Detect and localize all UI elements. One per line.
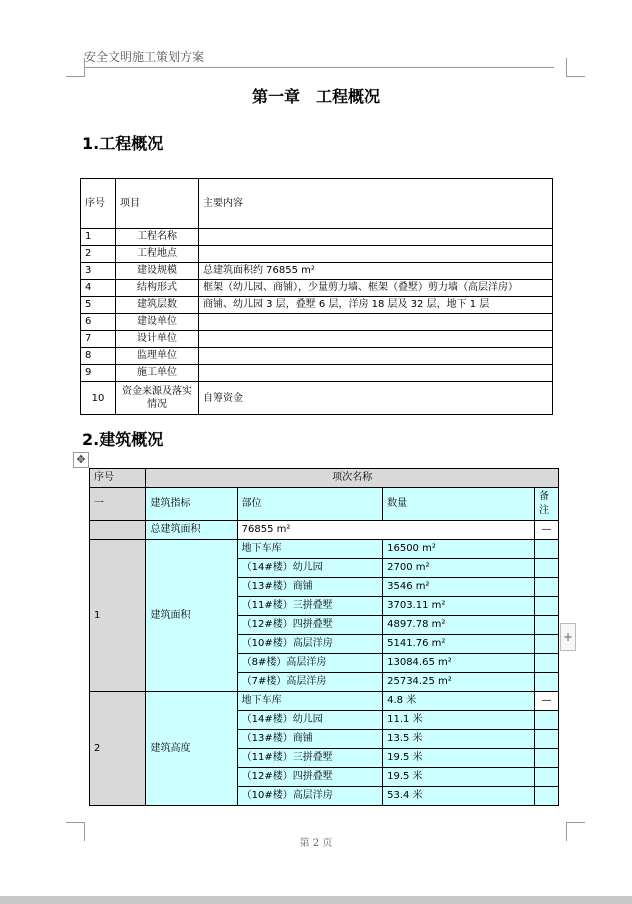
row-quantity: 13084.65 m² bbox=[383, 654, 535, 673]
margin-corner-top-left bbox=[66, 58, 85, 77]
row-number: 9 bbox=[81, 365, 116, 382]
row-content bbox=[199, 229, 553, 246]
table-row bbox=[81, 382, 553, 415]
column-header-no: 序号 bbox=[90, 469, 146, 488]
column-header-items: 项次名称 bbox=[146, 469, 559, 488]
chapter-title: 第一章 工程概况 bbox=[251, 87, 380, 106]
row-item: 资金来源及落实情况 bbox=[116, 382, 199, 415]
row-part: （7#楼）高层洋房 bbox=[237, 673, 382, 692]
row-number: 2 bbox=[81, 246, 116, 263]
row-number bbox=[90, 521, 146, 540]
table-row bbox=[90, 540, 559, 559]
row-part: （11#楼）三拼叠墅 bbox=[237, 597, 382, 616]
row-quantity: 3703.11 m² bbox=[383, 597, 535, 616]
table-row bbox=[90, 692, 559, 711]
row-remark bbox=[535, 597, 559, 616]
table-row bbox=[81, 246, 553, 263]
table-row-total bbox=[90, 521, 559, 540]
table-header-row bbox=[81, 179, 553, 229]
column-header-no: 序号 bbox=[81, 179, 116, 229]
column-header-item: 项目 bbox=[116, 179, 199, 229]
table-row bbox=[81, 229, 553, 246]
column-header-content: 主要内容 bbox=[199, 179, 553, 229]
row-part: 地下车库 bbox=[237, 540, 382, 559]
row-number: 6 bbox=[81, 314, 116, 331]
row-quantity: 25734.25 m² bbox=[383, 673, 535, 692]
row-remark bbox=[535, 787, 559, 806]
table-row bbox=[81, 280, 553, 297]
row-content bbox=[199, 246, 553, 263]
subheader-quantity: 数量 bbox=[383, 488, 535, 521]
row-part: （10#楼）高层洋房 bbox=[237, 635, 382, 654]
subheader-remark: 备注 bbox=[535, 488, 559, 521]
total-area-value: 76855 m² bbox=[237, 521, 534, 540]
row-remark: — bbox=[535, 692, 559, 711]
total-area-remark: — bbox=[535, 521, 559, 540]
row-remark bbox=[535, 540, 559, 559]
window-bottom-bar bbox=[0, 896, 632, 904]
group-label: 建筑面积 bbox=[146, 540, 237, 692]
row-item: 工程名称 bbox=[116, 229, 199, 246]
project-overview-table bbox=[80, 178, 553, 415]
row-remark bbox=[535, 749, 559, 768]
row-number: 8 bbox=[81, 348, 116, 365]
row-part: （8#楼）高层洋房 bbox=[237, 654, 382, 673]
row-item: 设计单位 bbox=[116, 331, 199, 348]
row-content: 总建筑面积约 76855 m² bbox=[199, 263, 553, 280]
row-item: 建筑层数 bbox=[116, 297, 199, 314]
page-header-text: 安全文明施工策划方案 bbox=[84, 50, 205, 64]
row-number: 7 bbox=[81, 331, 116, 348]
row-content: 商铺、幼儿园 3 层，叠墅 6 层，洋房 18 层及 32 层，地下 1 层 bbox=[199, 297, 553, 314]
row-item: 建设规模 bbox=[116, 263, 199, 280]
row-content: 自筹资金 bbox=[199, 382, 553, 415]
row-part: （13#楼）商铺 bbox=[237, 730, 382, 749]
row-item: 监理单位 bbox=[116, 348, 199, 365]
row-quantity: 19.5 米 bbox=[383, 768, 535, 787]
row-quantity: 4897.78 m² bbox=[383, 616, 535, 635]
row-quantity: 5141.76 m² bbox=[383, 635, 535, 654]
row-item: 工程地点 bbox=[116, 246, 199, 263]
row-remark bbox=[535, 711, 559, 730]
row-remark bbox=[535, 616, 559, 635]
building-overview-table bbox=[89, 468, 559, 806]
row-content: 框架（幼儿园、商铺），少量剪力墙、框架（叠墅）剪力墙（高层洋房） bbox=[199, 280, 553, 297]
row-quantity: 11.1 米 bbox=[383, 711, 535, 730]
table-row bbox=[81, 331, 553, 348]
margin-corner-top-right bbox=[566, 58, 585, 77]
row-content bbox=[199, 365, 553, 382]
group-number: 1 bbox=[90, 540, 146, 692]
table-header-row bbox=[90, 469, 559, 488]
row-part: 地下车库 bbox=[237, 692, 382, 711]
row-remark bbox=[535, 578, 559, 597]
row-part: （12#楼）四拼叠墅 bbox=[237, 768, 382, 787]
page-number: 第 2 页 bbox=[299, 838, 333, 849]
row-remark bbox=[535, 559, 559, 578]
group-number: 2 bbox=[90, 692, 146, 806]
row-remark bbox=[535, 635, 559, 654]
subheader-indicator: 建筑指标 bbox=[146, 488, 237, 521]
row-remark bbox=[535, 768, 559, 787]
table-row bbox=[81, 365, 553, 382]
total-area-label: 总建筑面积 bbox=[146, 521, 237, 540]
row-remark bbox=[535, 673, 559, 692]
row-remark bbox=[535, 730, 559, 749]
row-number: 4 bbox=[81, 280, 116, 297]
section-heading-project-overview: 1.工程概况 bbox=[82, 134, 164, 153]
row-quantity: 19.5 米 bbox=[383, 749, 535, 768]
row-item: 结构形式 bbox=[116, 280, 199, 297]
page-header-rule bbox=[84, 67, 554, 68]
group-label: 建筑高度 bbox=[146, 692, 237, 806]
row-number: 3 bbox=[81, 263, 116, 280]
table-row bbox=[81, 263, 553, 280]
row-part: （10#楼）高层洋房 bbox=[237, 787, 382, 806]
row-quantity: 53.4 米 bbox=[383, 787, 535, 806]
row-quantity: 2700 m² bbox=[383, 559, 535, 578]
row-quantity: 13.5 米 bbox=[383, 730, 535, 749]
table-row bbox=[81, 348, 553, 365]
row-number: 10 bbox=[81, 382, 116, 415]
table-row bbox=[81, 297, 553, 314]
row-part: （14#楼）幼儿园 bbox=[237, 559, 382, 578]
row-quantity: 16500 m² bbox=[383, 540, 535, 559]
row-part: （12#楼）四拼叠墅 bbox=[237, 616, 382, 635]
row-part: （14#楼）幼儿园 bbox=[237, 711, 382, 730]
row-content bbox=[199, 348, 553, 365]
row-quantity: 4.8 米 bbox=[383, 692, 535, 711]
table-move-icon[interactable]: ✥ bbox=[73, 452, 89, 468]
row-content bbox=[199, 314, 553, 331]
section-heading-building-overview: 2.建筑概况 bbox=[82, 430, 164, 449]
row-number: 5 bbox=[81, 297, 116, 314]
row-part: （13#楼）商铺 bbox=[237, 578, 382, 597]
row-part: （11#楼）三拼叠墅 bbox=[237, 749, 382, 768]
subheader-no: 一 bbox=[90, 488, 146, 521]
table-subheader-row bbox=[90, 488, 559, 521]
row-number: 1 bbox=[81, 229, 116, 246]
row-quantity: 3546 m² bbox=[383, 578, 535, 597]
row-content bbox=[199, 331, 553, 348]
subheader-part: 部位 bbox=[237, 488, 382, 521]
row-item: 施工单位 bbox=[116, 365, 199, 382]
table-row bbox=[81, 314, 553, 331]
row-remark bbox=[535, 654, 559, 673]
row-item: 建设单位 bbox=[116, 314, 199, 331]
add-row-plus-icon[interactable]: + bbox=[560, 623, 576, 651]
